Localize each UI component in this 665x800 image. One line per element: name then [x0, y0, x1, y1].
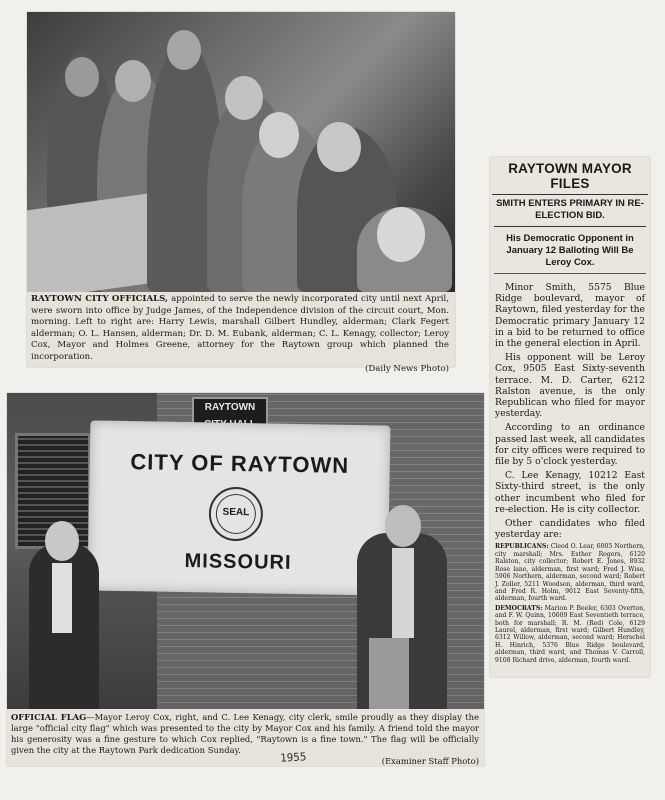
officials-caption [31, 294, 449, 375]
mayor-files-clipping [490, 157, 650, 677]
figure-head [317, 122, 361, 172]
caption-lead: OFFICIAL FLAG [11, 712, 87, 722]
figure-head [225, 76, 263, 120]
flag-caption [11, 712, 479, 767]
democrats-label: DEMOCRATS: [495, 604, 543, 612]
republicans-label: REPUBLICANS: [495, 543, 549, 551]
article-deck: His Democratic Opponent in January 12 Balloting Will Be Leroy Cox. [494, 233, 646, 274]
article-subhead: SMITH ENTERS PRIMARY IN RE-ELECTION BID. [494, 198, 646, 227]
photo-credit: (Examiner Staff Photo) [381, 756, 479, 766]
officials-clipping [27, 12, 455, 374]
seal-label: SEAL [222, 506, 250, 519]
officials-photo [27, 12, 455, 292]
sign-line: RAYTOWN [204, 402, 256, 413]
figure-head [115, 60, 151, 102]
figure-head [65, 57, 99, 97]
photo-credit: (Daily News Photo) [364, 363, 449, 374]
article-paragraph: Other candidates who filed yesterday are: [495, 518, 645, 541]
figure-head [385, 505, 421, 547]
article-paragraph: Minor Smith, 5575 Blue Ridge boulevard, mayor of Raytown, filed yesterday for the Democratic primary January 12 in a bid to be returned to office in the general election in April. [495, 282, 645, 350]
desk [27, 194, 147, 292]
shirt [392, 548, 414, 638]
handwritten-year: 1955 [279, 750, 307, 765]
republicans-list [495, 543, 645, 602]
caption-lead: RAYTOWN CITY OFFICIALS, [31, 294, 169, 304]
figure-head [45, 521, 79, 561]
flag-photo [7, 393, 484, 709]
figure-head [167, 30, 201, 70]
figure-head [259, 112, 299, 158]
democrats-text: Marion P. Beeler, 6303 Overton, and F. W. Quinn, 10609 East Seventieth terrace, both for marshall; R. M. (Red) Cole, 6129 Laurel, alderman, first ward; Gilbert Hundley, 6312 Willow, alderman, second ward; Herschel H. Hinrich, 5376 Blue Ridge boulevard, alderman, third ward, and Thomas V. Carroll, 9108 Richard drive, alderman, fourth ward. [495, 604, 646, 664]
article-paragraph: According to an ordinance passed last week, all candidates for city offices were required to file by 5 o'clock yesterday. [495, 422, 645, 468]
shirt [52, 563, 72, 633]
figure-head [377, 207, 425, 262]
republicans-text: Cleod O. Lear, 6005 Northern, city marshall; Mrs. Esther Rogers, 6120 Ralston, city collector; Robert E. Jones, 8932 Rose lane, alderman, first ward; Fred J. Wise, 5906 Northern, alderman, second ward; Robert J. Zoller, 5211 Woodson, alderman, third ward, and Fred R. Holm, 9012 East Seventy-fifth, alderman, fourth ward. [495, 543, 645, 603]
caption-body: appointed to serve the newly incorporated city until next April, were sworn into office by Judge James, of the Independence division of the circuit court, Mon. morning. Left to right are: Harry Lewis, marshall Gilbert Hundley, alderman; Clark Fegert alderman; O. L. Hansen, alderman; Dr. D. M. Eubank, alderman; C. L. Kenagy, collector; Leroy Cox, Mayor and Holmes Greene, attorney for the Raytown group which planned the incorporation. [31, 294, 449, 362]
city-flag [88, 420, 391, 595]
democrats-list [495, 605, 645, 664]
article-paragraph: His opponent will be Leroy Cox, 9505 East Sixty-seventh terrace. M. D. Carter, 6212 Ralston avenue, is the only Republican who filed for mayor yesterday. [495, 352, 645, 420]
trousers [369, 638, 409, 709]
seal-icon [208, 486, 263, 541]
flag-state: MISSOURI [184, 550, 292, 574]
article-headline: RAYTOWN MAYOR FILES [492, 161, 648, 195]
caption-body: —Mayor Leroy Cox, right, and C. Lee Kenagy, city clerk, smile proudly as they display the large "official city flag" which was presented to the city by Mayor Cox and his family. A friend told the mayor his generosity was a fine gesture to which Cox replied, "Raytown is a fine town." The flag will be officially given the city at the Raytown Park dedication Sunday. [11, 712, 479, 755]
article-paragraph: C. Lee Kenagy, 10212 East Sixty-third street, is the only other incumbent who filed for re-election. He is city collector. [495, 470, 645, 515]
flag-clipping [7, 393, 484, 766]
flag-title: CITY OF RAYTOWN [130, 449, 350, 478]
